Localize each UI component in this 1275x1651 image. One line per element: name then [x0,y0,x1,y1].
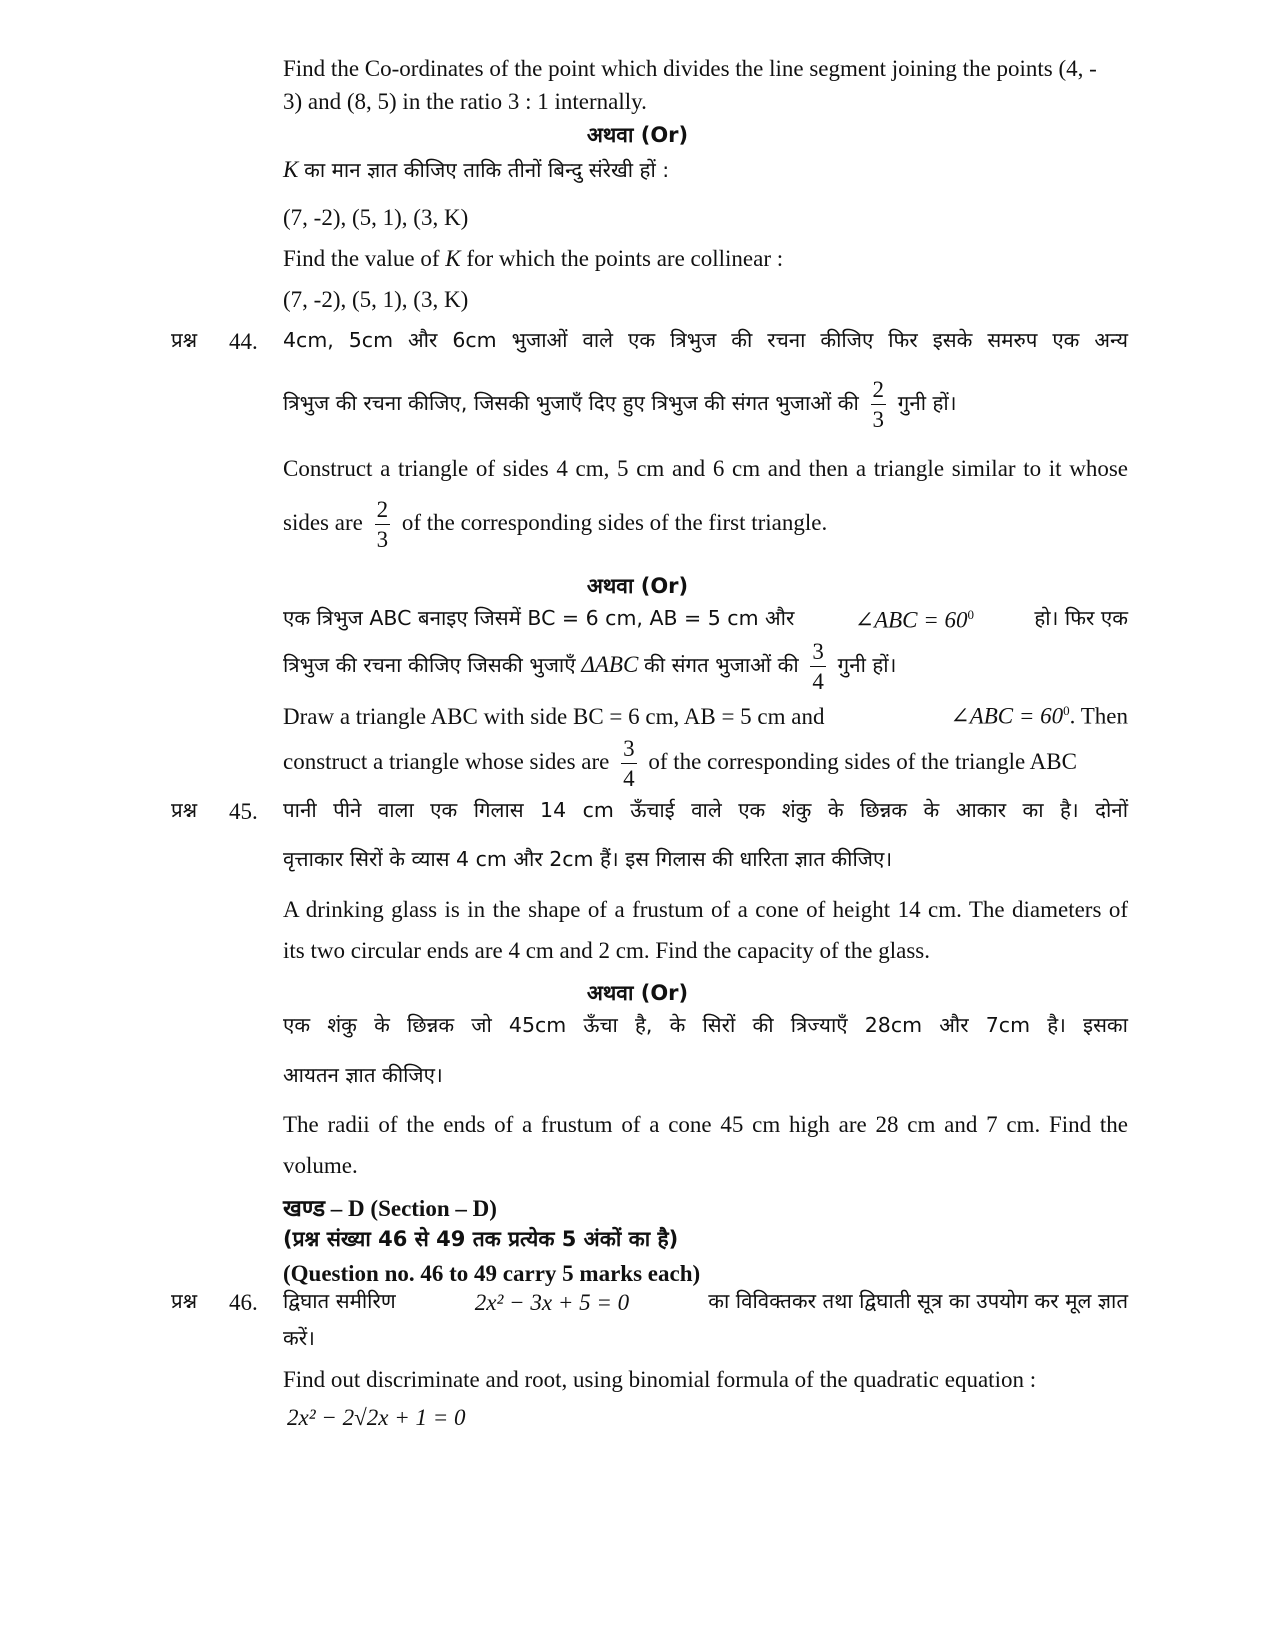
q46-hi-line-1-pre: द्विघात समीरिण [283,1289,396,1313]
fraction-two-thirds [375,498,391,551]
equation-2: 2x² − 2√2x + 1 = 0 [287,1405,466,1430]
q44-alt-hi-line-2-pre: त्रिभुज की रचना कीजिए जिसकी भुजाएँ [283,652,576,677]
q46-hi-line-2: करें। [283,1326,315,1350]
or-label: अथवा (Or) [586,574,689,598]
q44-en-line-2-post: of the corresponding sides of the first triangle. [401,509,828,535]
question-label: प्रश्न [171,1289,198,1313]
equation-1: 2x² − 3x + 5 = 0 [474,1290,630,1315]
q44-alt-hi-line-2 [283,640,896,693]
q43-hi-line [283,158,669,181]
var-k: K [283,157,299,182]
angle-expr [950,704,1128,728]
q46-hi-line-1 [283,1291,1128,1314]
q44-alt-en-line-2-pre: construct a triangle whose sides are [283,748,610,774]
q46-en-line-1: Find out discriminate and root, using binomial formula of the quadratic equation : [283,1367,1037,1392]
q44-hi-line-2 [283,378,957,431]
q44-alt-hi-line-2-mid: की संगत भुजाओं की [644,652,799,677]
q44-en-line-1: Construct a triangle of sides 4 cm, 5 cm and 6 cm and then a triangle similar to it whose [283,456,1128,481]
fraction-denominator: 4 [812,669,824,694]
var-k: K [445,246,461,271]
or-label: अथवा (Or) [586,123,689,147]
fraction-denominator: 3 [872,407,885,432]
q44-hi-line-2-post: गुनी हों। [897,390,957,415]
q45-alt-en-line-1: The radii of the ends of a frustum of a cone 45 cm high are 28 cm and 7 cm. Find the [283,1112,1128,1137]
q43-en-text-1: Find the Co-ordinates of the point which divides the line segment joining the points (4, - [283,56,1097,81]
fraction-two-thirds [871,378,887,431]
fraction-three-quarters [810,640,826,693]
q44-hi-line-2-pre: त्रिभुज की रचना कीजिए, जिसकी भुजाएँ दिए हुए त्रिभुज की संगत भुजाओं की [283,390,859,415]
q44-en-line-2-pre: sides are [283,509,363,535]
q43-hi-text: का मान ज्ञात कीजिए ताकि तीनों बिन्दु संरेखी हों : [304,158,670,182]
q44-alt-en-line-1-post: . Then [1069,703,1128,729]
section-title: खण्ड – D (Section – D) [283,1196,497,1221]
fraction-numerator: 2 [375,498,391,525]
q44-alt-hi-line-1 [283,608,1128,632]
fraction-denominator: 3 [376,527,389,552]
q45-alt-hi-line-2: आयतन ज्ञात कीजिए। [283,1063,443,1087]
fraction-three-quarters [621,737,637,790]
q44-alt-en-line-2-post: of the corresponding sides of the triangle ABC [648,748,1077,774]
degree-sup: 0 [1063,703,1070,718]
q43-en-line-1 [283,57,1176,80]
q43-find-pre: Find the value of [283,246,440,271]
fraction-numerator: 3 [621,737,637,764]
angle-text: ∠ABC = 60 [854,607,968,633]
q44-hi-line-1: 4cm, 5cm और 6cm भुजाओं वाले एक त्रिभुज की रचना कीजिए फिर इसके समरुप एक अन्य [283,328,1128,352]
question-label: प्रश्न [171,328,198,352]
q45-alt-hi-line-1: एक शंकु के छिन्नक जो 45cm ऊँचा है, के सिरों की त्रिज्याएँ 28cm और 7cm है। इसका [283,1013,1128,1037]
q45-en-line-1: A drinking glass is in the shape of a frustum of a cone of height 14 cm. The diameters of [283,897,1128,922]
points-list: (7, -2), (5, 1), (3, K) [283,287,469,312]
section-en-note: (Question no. 46 to 49 carry 5 marks each) [283,1261,701,1286]
q44-alt-hi-line-1-post: हो। फिर एक [1034,606,1128,630]
q44-alt-hi-line-2-post: गुनी हों। [837,652,897,677]
q44-alt-hi-line-1-pre: एक त्रिभुज ABC बनाइए जिसमें BC = 6 cm, AB = 5 cm और [283,606,795,630]
q43-en-line-2: 3) and (8, 5) in the ratio 3 : 1 internally. [283,89,647,114]
angle-text: ∠ABC = 60 [950,703,1064,729]
q44-en-line-2 [283,498,827,551]
degree-sup: 0 [967,607,975,622]
question-number: 45. [229,799,258,824]
fraction-numerator: 3 [810,640,826,667]
q45-en-line-2: its two circular ends are 4 cm and 2 cm. Find the capacity of the glass. [283,938,930,963]
question-number: 44. [229,329,258,354]
q43-en-find [283,247,783,270]
q45-hi-line-1: पानी पीने वाला एक गिलास 14 cm ऊँचाई वाले एक शंकु के छिन्नक के आकार का है। दोनों [283,798,1128,822]
angle-expr [855,608,974,632]
or-label: अथवा (Or) [586,981,689,1005]
q45-alt-en-line-2: volume. [283,1153,358,1178]
q43-find-post: for which the points are collinear : [466,246,784,271]
question-number: 46. [229,1290,258,1315]
question-label: प्रश्न [171,798,198,822]
points-list: (7, -2), (5, 1), (3, K) [283,205,469,230]
q44-alt-en-line-1 [283,704,1128,728]
section-hi-note: (प्रश्न संख्या 46 से 49 तक प्रत्येक 5 अंकों का है) [283,1227,679,1251]
q44-alt-en-line-2 [283,737,1077,790]
fraction-numerator: 2 [871,378,887,405]
q45-hi-line-2: वृत्ताकार सिरों के व्यास 4 cm और 2cm हैं। इस गिलास की धारिता ज्ञात कीजिए। [283,847,893,871]
fraction-denominator: 4 [623,766,635,791]
q44-alt-en-line-1-pre: Draw a triangle ABC with side BC = 6 cm, AB = 5 cm and [283,703,825,729]
triangle-expr: ΔABC [581,651,639,677]
q46-hi-line-1-post: का विविक्तकर तथा द्विघाती सूत्र का उपयोग कर मूल ज्ञात [708,1289,1128,1313]
